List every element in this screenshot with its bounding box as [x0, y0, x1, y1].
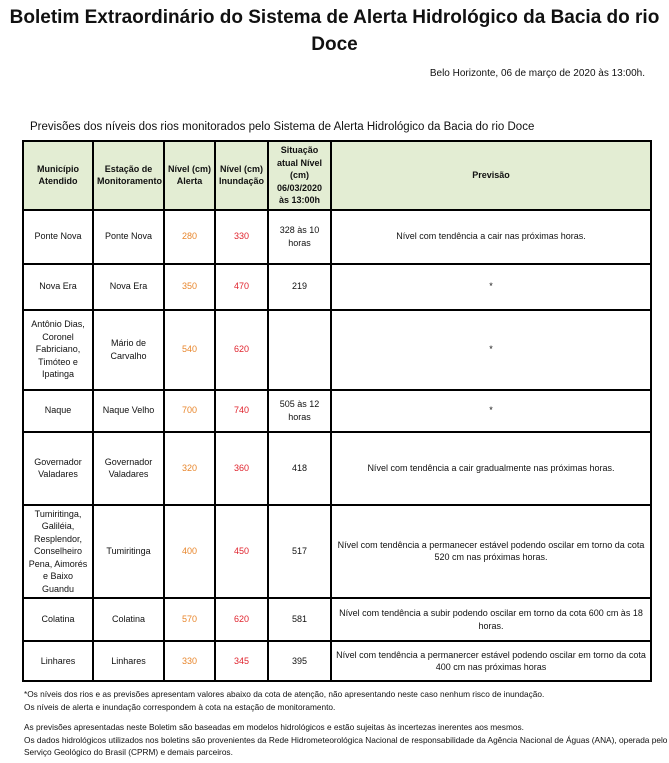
- header-alerta: Nível (cm) Alerta: [164, 141, 215, 210]
- cell-atual: 517: [268, 505, 331, 599]
- cell-previsao: *: [331, 264, 651, 310]
- cell-municipio: Tumiritinga, Galiléia, Resplendor, Conselheiro Pena, Aimorés e Baixo Guandu: [23, 505, 93, 599]
- cell-previsao: *: [331, 390, 651, 432]
- cell-estacao: Nova Era: [93, 264, 164, 310]
- cell-alerta: 320: [164, 432, 215, 505]
- cell-previsao: Nível com tendência a subir podendo oscilar em torno da cota 600 cm às 18 horas.: [331, 598, 651, 641]
- cell-atual: [268, 310, 331, 390]
- footnote: Os dados hidrológicos utilizados nos boletins são provenientes da Rede Hidrometeorológica Nacional de responsabilidade da Agência Nacional de Águas (ANA), operada pelo Serviço Geológico do Brasil (CPRM) e demais parceiros.: [24, 734, 668, 757]
- table-row: [23, 432, 651, 505]
- footnotes: [24, 688, 669, 763]
- footnote: Os níveis de alerta e inundação correspondem à cota na estação de monitoramento.: [24, 701, 336, 712]
- cell-atual: 328 às 10 horas: [268, 210, 331, 264]
- cell-municipio: Governador Valadares: [23, 432, 93, 505]
- cell-atual: 505 às 12 horas: [268, 390, 331, 432]
- table-row: [23, 390, 651, 432]
- cell-previsao: Nível com tendência a permanecer estável podendo oscilar em torno da cota 520 cm nas próximas horas.: [331, 505, 651, 599]
- cell-estacao: Ponte Nova: [93, 210, 164, 264]
- cell-previsao: Nível com tendência a permanercer estável podendo oscilar em torno da cota 400 cm nas próximas horas: [331, 641, 651, 681]
- cell-inundacao: 620: [215, 310, 268, 390]
- cell-alerta: 330: [164, 641, 215, 681]
- forecast-table: [22, 140, 652, 682]
- cell-inundacao: 360: [215, 432, 268, 505]
- cell-estacao: Linhares: [93, 641, 164, 681]
- cell-municipio: Nova Era: [23, 264, 93, 310]
- cell-estacao: Naque Velho: [93, 390, 164, 432]
- cell-inundacao: 330: [215, 210, 268, 264]
- cell-previsao: Nível com tendência a cair nas próximas horas.: [331, 210, 651, 264]
- cell-alerta: 540: [164, 310, 215, 390]
- cell-inundacao: 740: [215, 390, 268, 432]
- table-row: [23, 641, 651, 681]
- table-header-row: [23, 141, 651, 210]
- table-caption: Previsões dos níveis dos rios monitorados pelo Sistema de Alerta Hidrológico da Bacia do rio Doce: [30, 121, 535, 133]
- cell-atual: 581: [268, 598, 331, 641]
- cell-atual: 418: [268, 432, 331, 505]
- cell-previsao: Nível com tendência a cair gradualmente nas próximas horas.: [331, 432, 651, 505]
- cell-atual: 219: [268, 264, 331, 310]
- bulletin-title: Boletim Extraordinário do Sistema de Alerta Hidrológico da Bacia do rio Doce: [9, 7, 660, 55]
- header-previsao: Previsão: [331, 141, 651, 210]
- bulletin-date: Belo Horizonte, 06 de março de 2020 às 13:00h.: [429, 68, 645, 79]
- table-row: [23, 210, 651, 264]
- cell-municipio: Naque: [23, 390, 93, 432]
- cell-estacao: Governador Valadares: [93, 432, 164, 505]
- cell-inundacao: 345: [215, 641, 268, 681]
- cell-alerta: 400: [164, 505, 215, 599]
- cell-alerta: 570: [164, 598, 215, 641]
- header-atual: Situação atual Nível (cm) 06/03/2020 às 13:00h: [268, 141, 331, 210]
- table-row: [23, 598, 651, 641]
- cell-municipio: Ponte Nova: [23, 210, 93, 264]
- footnote: *Os níveis dos rios e as previsões apresentam valores abaixo da cota de atenção, não apresentando neste caso nenhum risco de inundação.: [24, 689, 545, 699]
- cell-atual: 395: [268, 641, 331, 681]
- cell-inundacao: 450: [215, 505, 268, 599]
- cell-alerta: 350: [164, 264, 215, 310]
- cell-estacao: Tumiritinga: [93, 505, 164, 599]
- cell-estacao: Mário de Carvalho: [93, 310, 164, 390]
- header-estacao: Estação de Monitoramento: [93, 141, 164, 210]
- footnote: As previsões apresentadas neste Boletim são baseadas em modelos hidrológicos e estão sujeitas às incertezas inerentes aos mesmos.: [24, 722, 524, 732]
- cell-municipio: Linhares: [23, 641, 93, 681]
- cell-estacao: Colatina: [93, 598, 164, 641]
- table-row: [23, 310, 651, 390]
- cell-municipio: Antônio Dias, Coronel Fabriciano, Timóteo e Ipatinga: [23, 310, 93, 390]
- table-row: [23, 264, 651, 310]
- header-inundacao: Nível (cm) Inundação: [215, 141, 268, 210]
- cell-alerta: 700: [164, 390, 215, 432]
- table-row: [23, 505, 651, 599]
- cell-inundacao: 470: [215, 264, 268, 310]
- table-body: [23, 210, 651, 682]
- cell-alerta: 280: [164, 210, 215, 264]
- header-municipio: Município Atendido: [23, 141, 93, 210]
- cell-municipio: Colatina: [23, 598, 93, 641]
- cell-inundacao: 620: [215, 598, 268, 641]
- cell-previsao: *: [331, 310, 651, 390]
